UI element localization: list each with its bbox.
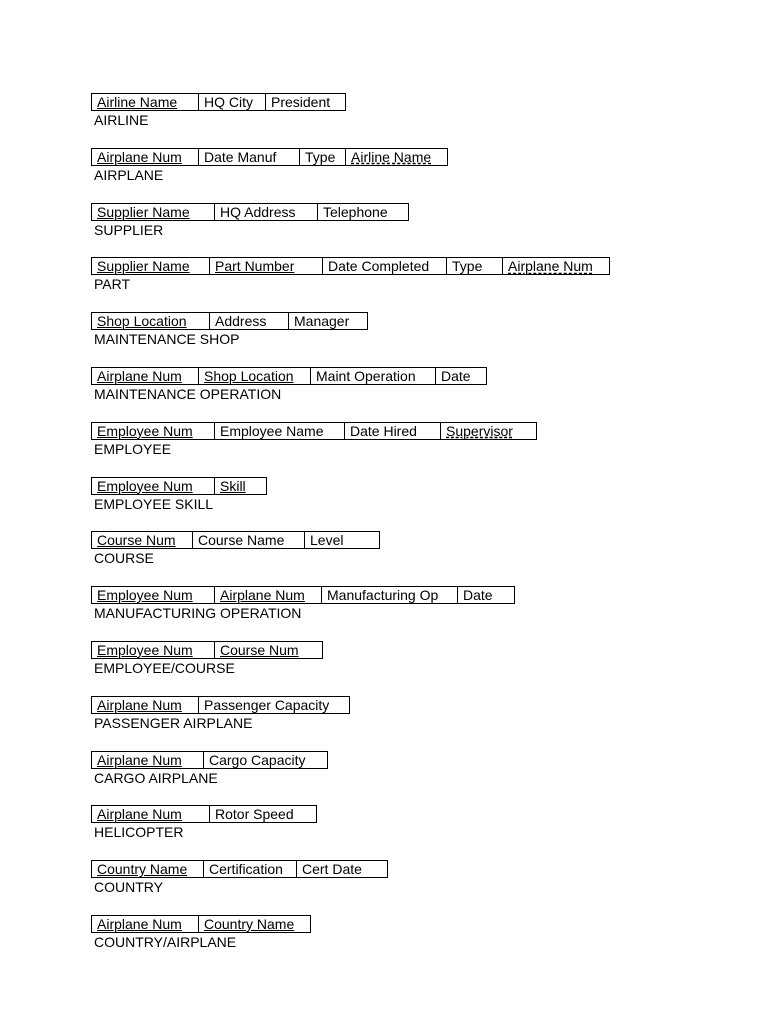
attribute-label: Maint Operation — [316, 367, 416, 384]
attribute-cell — [204, 860, 297, 878]
relation-name: SUPPLIER — [94, 221, 164, 238]
attribute-cell — [91, 641, 215, 659]
attribute-row — [91, 148, 610, 166]
attribute-label: Shop Location — [204, 367, 294, 384]
attribute-row — [91, 531, 610, 549]
relation-course — [91, 531, 610, 586]
attribute-row — [91, 805, 610, 823]
relation-employee-skill — [91, 477, 610, 532]
attribute-row — [91, 641, 610, 659]
attribute-label: Airplane Num — [97, 915, 182, 932]
attribute-cell — [91, 257, 210, 275]
attribute-label: Shop Location — [97, 313, 187, 330]
attribute-label: Airplane Num — [97, 751, 182, 768]
attribute-cell — [297, 860, 388, 878]
attribute-cell — [91, 312, 210, 330]
attribute-cell — [458, 586, 515, 604]
attribute-label: Country Name — [204, 915, 295, 932]
attribute-cell — [447, 257, 503, 275]
attribute-cell — [300, 148, 346, 166]
attribute-label: Airplane Num — [97, 806, 182, 823]
attribute-row — [91, 93, 610, 111]
attribute-label: Type — [452, 258, 483, 275]
relation-part — [91, 257, 610, 312]
attribute-cell — [91, 586, 215, 604]
attribute-cell — [204, 751, 328, 769]
attribute-cell — [346, 148, 448, 166]
attribute-label: Date — [441, 367, 471, 384]
attribute-cell — [210, 257, 323, 275]
attribute-label: Rotor Speed — [215, 806, 294, 823]
attribute-cell — [266, 93, 346, 111]
attribute-cell — [199, 367, 311, 385]
attribute-label: Airline Name — [351, 148, 432, 165]
relation-passenger-airplane — [91, 696, 610, 751]
attribute-label: Supplier Name — [97, 258, 190, 275]
relation-manufacturing-operation — [91, 586, 610, 641]
relation-name: EMPLOYEE/COURSE — [94, 659, 235, 676]
relation-name: MANUFACTURING OPERATION — [94, 605, 302, 622]
attribute-row — [91, 422, 610, 440]
attribute-label: Airplane Num — [97, 696, 182, 713]
attribute-cell — [199, 915, 311, 933]
attribute-cell — [199, 696, 350, 714]
attribute-cell — [91, 422, 215, 440]
attribute-cell — [215, 422, 345, 440]
attribute-cell — [91, 751, 204, 769]
attribute-row — [91, 367, 610, 385]
attribute-cell — [91, 860, 204, 878]
attribute-row — [91, 257, 610, 275]
attribute-cell — [215, 477, 267, 495]
attribute-label: Address — [215, 313, 267, 330]
relation-name: AIRPLANE — [94, 166, 164, 183]
attribute-label: Supervisor — [446, 422, 513, 439]
attribute-cell — [91, 148, 199, 166]
relation-country-airplane — [91, 915, 610, 970]
attribute-label: Course Num — [220, 641, 299, 658]
relation-country — [91, 860, 610, 915]
relation-name: COUNTRY/AIRPLANE — [94, 933, 237, 950]
attribute-row — [91, 696, 610, 714]
attribute-cell — [91, 203, 215, 221]
attribute-label: Cert Date — [302, 861, 362, 878]
relation-name: AIRLINE — [94, 112, 149, 128]
attribute-cell — [503, 257, 610, 275]
attribute-cell — [199, 93, 266, 111]
attribute-cell — [305, 531, 380, 549]
attribute-label: Type — [305, 148, 336, 165]
relation-employee-course — [91, 641, 610, 696]
attribute-label: Manager — [294, 313, 350, 330]
relation-airline — [91, 93, 610, 148]
relation-name: COURSE — [94, 550, 154, 567]
attribute-label: Certification — [209, 861, 283, 878]
attribute-cell — [91, 805, 210, 823]
attribute-label: Employee Num — [97, 477, 193, 494]
attribute-row — [91, 915, 610, 933]
attribute-label: Level — [310, 532, 344, 549]
attribute-cell — [323, 257, 447, 275]
attribute-cell — [215, 203, 318, 221]
attribute-label: President — [271, 94, 331, 110]
attribute-label: Airplane Num — [97, 367, 182, 384]
attribute-cell — [91, 93, 199, 111]
attribute-label: HQ Address — [220, 203, 296, 220]
attribute-label: Date Hired — [350, 422, 417, 439]
attribute-cell — [289, 312, 368, 330]
attribute-label: Date Completed — [328, 258, 430, 275]
attribute-label: Airplane Num — [97, 148, 182, 165]
relation-name: HELICOPTER — [94, 824, 184, 841]
relation-name: CARGO AIRPLANE — [94, 769, 218, 786]
attribute-label: HQ City — [204, 94, 253, 110]
attribute-label: Airline Name — [97, 94, 178, 110]
attribute-cell — [210, 312, 289, 330]
relation-name: MAINTENANCE SHOP — [94, 331, 240, 348]
attribute-cell — [91, 915, 199, 933]
attribute-label: Date Manuf — [204, 148, 277, 165]
attribute-label: Date — [463, 587, 493, 604]
relation-name: EMPLOYEE SKILL — [94, 495, 214, 512]
relation-airplane — [91, 148, 610, 203]
attribute-label: Supplier Name — [97, 203, 190, 220]
attribute-row — [91, 586, 610, 604]
relation-name: EMPLOYEE — [94, 440, 172, 457]
attribute-label: Manufacturing Op — [327, 587, 439, 604]
relation-maintenance-operation — [91, 367, 610, 422]
attribute-cell — [91, 477, 215, 495]
attribute-label: Telephone — [323, 203, 388, 220]
relation-name: PASSENGER AIRPLANE — [94, 714, 253, 731]
attribute-cell — [441, 422, 537, 440]
attribute-label: Part Number — [215, 258, 295, 275]
relation-name: MAINTENANCE OPERATION — [94, 385, 282, 402]
relational-schema — [91, 93, 610, 970]
attribute-cell — [91, 531, 193, 549]
attribute-cell — [345, 422, 441, 440]
attribute-cell — [199, 148, 300, 166]
attribute-cell — [436, 367, 487, 385]
attribute-row — [91, 751, 610, 769]
relation-name: COUNTRY — [94, 879, 163, 896]
attribute-label: Employee Num — [97, 641, 193, 658]
attribute-label: Airplane Num — [220, 587, 305, 604]
attribute-label: Employee Name — [220, 422, 324, 439]
attribute-cell — [91, 367, 199, 385]
attribute-cell — [322, 586, 458, 604]
attribute-cell — [215, 641, 323, 659]
attribute-label: Skill — [220, 477, 246, 494]
attribute-row — [91, 203, 610, 221]
attribute-label: Cargo Capacity — [209, 751, 306, 768]
attribute-cell — [210, 805, 317, 823]
attribute-label: Passenger Capacity — [204, 696, 330, 713]
attribute-row — [91, 312, 610, 330]
relation-maintenance-shop — [91, 312, 610, 367]
attribute-row — [91, 860, 610, 878]
attribute-label: Course Num — [97, 532, 176, 549]
attribute-cell — [215, 586, 322, 604]
attribute-label: Employee Num — [97, 587, 193, 604]
relation-supplier — [91, 203, 610, 258]
attribute-label: Airplane Num — [508, 258, 593, 275]
attribute-cell — [311, 367, 436, 385]
relation-name: PART — [94, 276, 131, 293]
attribute-label: Country Name — [97, 861, 188, 878]
relation-helicopter — [91, 805, 610, 860]
attribute-label: Course Name — [198, 532, 285, 549]
attribute-cell — [193, 531, 305, 549]
attribute-cell — [91, 696, 199, 714]
attribute-row — [91, 477, 610, 495]
relation-cargo-airplane — [91, 751, 610, 806]
relation-employee — [91, 422, 610, 477]
attribute-cell — [318, 203, 409, 221]
attribute-label: Employee Num — [97, 422, 193, 439]
